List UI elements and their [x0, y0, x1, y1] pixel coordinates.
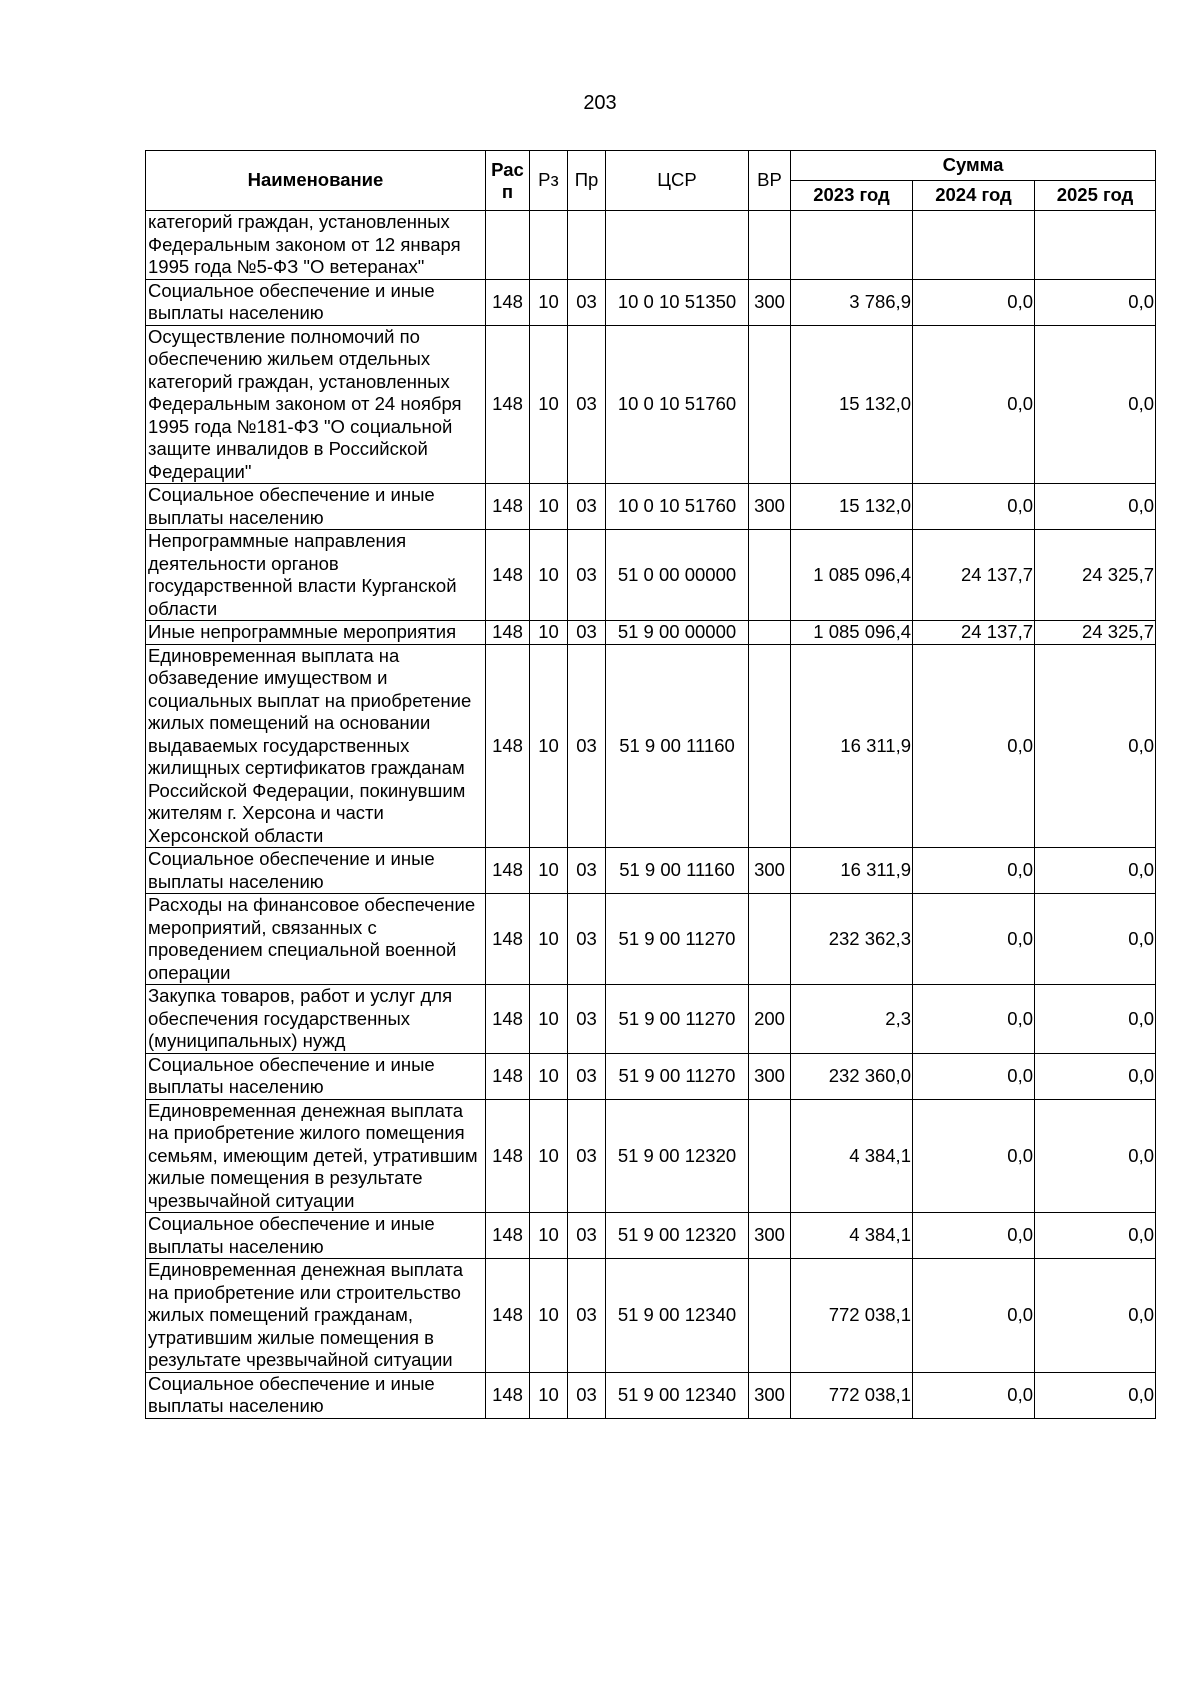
cell-pr: 03 [568, 1372, 606, 1418]
cell-sum-2025: 0,0 [1035, 894, 1156, 985]
cell-sum-2023 [791, 211, 913, 280]
cell-rasp: 148 [486, 985, 530, 1054]
cell-pr: 03 [568, 985, 606, 1054]
cell-rz: 10 [530, 644, 568, 848]
cell-vr [749, 1099, 791, 1213]
cell-rz: 10 [530, 1259, 568, 1373]
cell-sum-2025: 0,0 [1035, 1053, 1156, 1099]
cell-pr: 03 [568, 1053, 606, 1099]
budget-table [145, 150, 1156, 1419]
cell-rz: 10 [530, 621, 568, 645]
cell-name: Иные непрограммные мероприятия [146, 621, 486, 645]
table-row [146, 894, 1156, 985]
header-vr: ВР [749, 151, 791, 211]
cell-name: категорий граждан, установленных Федеральным законом от 12 января 1995 года №5-ФЗ "О ветеранах" [146, 211, 486, 280]
cell-csr: 10 0 10 51760 [606, 484, 749, 530]
cell-sum-2025: 0,0 [1035, 644, 1156, 848]
table-row [146, 1099, 1156, 1213]
cell-sum-2025: 0,0 [1035, 1213, 1156, 1259]
cell-rz [530, 211, 568, 280]
cell-vr [749, 894, 791, 985]
cell-name: Социальное обеспечение и иные выплаты населению [146, 848, 486, 894]
cell-sum-2023: 232 360,0 [791, 1053, 913, 1099]
cell-rasp: 148 [486, 1213, 530, 1259]
cell-vr: 300 [749, 848, 791, 894]
cell-vr: 300 [749, 279, 791, 325]
cell-csr: 51 0 00 00000 [606, 530, 749, 621]
cell-sum-2023: 1 085 096,4 [791, 621, 913, 645]
cell-vr [749, 1259, 791, 1373]
cell-rasp: 148 [486, 1259, 530, 1373]
cell-rasp: 148 [486, 530, 530, 621]
cell-sum-2024: 0,0 [913, 279, 1035, 325]
cell-sum-2025: 24 325,7 [1035, 530, 1156, 621]
cell-rasp: 148 [486, 279, 530, 325]
cell-sum-2023: 4 384,1 [791, 1213, 913, 1259]
cell-sum-2024: 0,0 [913, 484, 1035, 530]
table-row [146, 621, 1156, 645]
cell-vr: 200 [749, 985, 791, 1054]
cell-rasp: 148 [486, 1372, 530, 1418]
cell-sum-2025: 24 325,7 [1035, 621, 1156, 645]
cell-rasp: 148 [486, 325, 530, 484]
table-row [146, 279, 1156, 325]
cell-rasp [486, 211, 530, 280]
cell-name: Социальное обеспечение и иные выплаты населению [146, 279, 486, 325]
cell-vr [749, 644, 791, 848]
cell-sum-2025: 0,0 [1035, 484, 1156, 530]
cell-pr: 03 [568, 484, 606, 530]
cell-sum-2024: 0,0 [913, 1372, 1035, 1418]
cell-csr: 51 9 00 11160 [606, 644, 749, 848]
cell-sum-2024: 0,0 [913, 1053, 1035, 1099]
cell-rz: 10 [530, 1372, 568, 1418]
cell-vr [749, 211, 791, 280]
cell-csr: 51 9 00 12320 [606, 1213, 749, 1259]
cell-sum-2025: 0,0 [1035, 279, 1156, 325]
cell-vr [749, 325, 791, 484]
cell-name: Социальное обеспечение и иные выплаты населению [146, 1372, 486, 1418]
cell-csr: 10 0 10 51760 [606, 325, 749, 484]
cell-vr: 300 [749, 1213, 791, 1259]
cell-rz: 10 [530, 484, 568, 530]
cell-rasp: 148 [486, 1053, 530, 1099]
cell-pr: 03 [568, 1259, 606, 1373]
cell-rasp: 148 [486, 894, 530, 985]
header-year-2023: 2023 год [791, 181, 913, 211]
cell-csr [606, 211, 749, 280]
cell-rasp: 148 [486, 621, 530, 645]
cell-name: Единовременная выплата на обзаведение имуществом и социальных выплат на приобретение жилых помещений на основании выдаваемых государственных жилищных сертификатов гражданам Российской Федерации, покинувшим жителям г. Херсона и части Херсонской области [146, 644, 486, 848]
cell-sum-2024: 0,0 [913, 848, 1035, 894]
cell-name: Закупка товаров, работ и услуг для обеспечения государственных (муниципальных) нужд [146, 985, 486, 1054]
table-row [146, 848, 1156, 894]
cell-pr: 03 [568, 621, 606, 645]
cell-sum-2024: 24 137,7 [913, 530, 1035, 621]
cell-name: Расходы на финансовое обеспечение мероприятий, связанных с проведением специальной военной операции [146, 894, 486, 985]
cell-sum-2025: 0,0 [1035, 325, 1156, 484]
cell-pr [568, 211, 606, 280]
cell-csr: 51 9 00 12340 [606, 1259, 749, 1373]
cell-rasp: 148 [486, 1099, 530, 1213]
table-row [146, 1053, 1156, 1099]
cell-pr: 03 [568, 325, 606, 484]
cell-sum-2024: 0,0 [913, 1213, 1035, 1259]
table-row [146, 530, 1156, 621]
page-number: 203 [583, 92, 617, 114]
cell-vr [749, 530, 791, 621]
cell-vr: 300 [749, 484, 791, 530]
cell-pr: 03 [568, 1213, 606, 1259]
cell-name: Осуществление полномочий по обеспечению жильем отдельных категорий граждан, установленных Федеральным законом от 24 ноября 1995 года №181-ФЗ "О социальной защите инвалидов в Российской Федерации" [146, 325, 486, 484]
cell-sum-2024: 24 137,7 [913, 621, 1035, 645]
cell-rasp: 148 [486, 484, 530, 530]
cell-sum-2025: 0,0 [1035, 1099, 1156, 1213]
table-row [146, 484, 1156, 530]
cell-sum-2024: 0,0 [913, 1099, 1035, 1213]
cell-csr: 51 9 00 11270 [606, 985, 749, 1054]
cell-rz: 10 [530, 279, 568, 325]
table-body [146, 211, 1156, 1419]
cell-rz: 10 [530, 985, 568, 1054]
cell-sum-2023: 772 038,1 [791, 1372, 913, 1418]
cell-sum-2024: 0,0 [913, 325, 1035, 484]
cell-rasp: 148 [486, 848, 530, 894]
cell-name: Социальное обеспечение и иные выплаты населению [146, 1213, 486, 1259]
cell-name: Социальное обеспечение и иные выплаты населению [146, 1053, 486, 1099]
header-year-2024: 2024 год [913, 181, 1035, 211]
cell-sum-2025: 0,0 [1035, 1372, 1156, 1418]
cell-sum-2024: 0,0 [913, 894, 1035, 985]
header-pr: Пр [568, 151, 606, 211]
header-csr: ЦСР [606, 151, 749, 211]
cell-name: Единовременная денежная выплата на приобретение или строительство жилых помещений гражданам, утратившим жилые помещения в результате чрезвычайной ситуации [146, 1259, 486, 1373]
cell-sum-2023: 16 311,9 [791, 848, 913, 894]
cell-sum-2025: 0,0 [1035, 1259, 1156, 1373]
table-row [146, 644, 1156, 848]
header-year-2025: 2025 год [1035, 181, 1156, 211]
cell-csr: 51 9 00 11270 [606, 894, 749, 985]
cell-pr: 03 [568, 279, 606, 325]
cell-rz: 10 [530, 530, 568, 621]
cell-sum-2023: 772 038,1 [791, 1259, 913, 1373]
cell-vr: 300 [749, 1372, 791, 1418]
cell-csr: 51 9 00 00000 [606, 621, 749, 645]
table-row [146, 211, 1156, 280]
cell-rz: 10 [530, 1213, 568, 1259]
header-rasp-label: Рас п [491, 158, 524, 202]
table-header [146, 151, 1156, 211]
header-rasp [486, 151, 530, 211]
cell-pr: 03 [568, 1099, 606, 1213]
cell-sum-2024: 0,0 [913, 644, 1035, 848]
cell-name: Непрограммные направления деятельности органов государственной власти Курганской области [146, 530, 486, 621]
cell-sum-2023: 15 132,0 [791, 325, 913, 484]
cell-rz: 10 [530, 1099, 568, 1213]
cell-sum-2023: 4 384,1 [791, 1099, 913, 1213]
cell-sum-2024: 0,0 [913, 1259, 1035, 1373]
cell-sum-2025 [1035, 211, 1156, 280]
cell-csr: 51 9 00 11160 [606, 848, 749, 894]
cell-sum-2025: 0,0 [1035, 848, 1156, 894]
cell-rz: 10 [530, 848, 568, 894]
cell-csr: 10 0 10 51350 [606, 279, 749, 325]
cell-vr: 300 [749, 1053, 791, 1099]
cell-csr: 51 9 00 12340 [606, 1372, 749, 1418]
cell-pr: 03 [568, 644, 606, 848]
cell-pr: 03 [568, 848, 606, 894]
cell-sum-2023: 15 132,0 [791, 484, 913, 530]
header-summa: Сумма [791, 151, 1156, 181]
table-row [146, 985, 1156, 1054]
cell-sum-2023: 2,3 [791, 985, 913, 1054]
cell-name: Социальное обеспечение и иные выплаты населению [146, 484, 486, 530]
table-row [146, 1213, 1156, 1259]
cell-sum-2024 [913, 211, 1035, 280]
cell-csr: 51 9 00 11270 [606, 1053, 749, 1099]
cell-vr [749, 621, 791, 645]
header-rz: Рз [530, 151, 568, 211]
cell-sum-2023: 232 362,3 [791, 894, 913, 985]
cell-name: Единовременная денежная выплата на приобретение жилого помещения семьям, имеющим детей, утратившим жилые помещения в результате чрезвычайной ситуации [146, 1099, 486, 1213]
cell-rz: 10 [530, 1053, 568, 1099]
cell-sum-2023: 16 311,9 [791, 644, 913, 848]
table-row [146, 1372, 1156, 1418]
cell-sum-2025: 0,0 [1035, 985, 1156, 1054]
cell-sum-2024: 0,0 [913, 985, 1035, 1054]
cell-sum-2023: 3 786,9 [791, 279, 913, 325]
cell-sum-2023: 1 085 096,4 [791, 530, 913, 621]
cell-csr: 51 9 00 12320 [606, 1099, 749, 1213]
cell-pr: 03 [568, 894, 606, 985]
header-name: Наименование [146, 151, 486, 211]
cell-rz: 10 [530, 894, 568, 985]
table-row [146, 325, 1156, 484]
cell-rasp: 148 [486, 644, 530, 848]
cell-rz: 10 [530, 325, 568, 484]
cell-pr: 03 [568, 530, 606, 621]
table-row [146, 1259, 1156, 1373]
